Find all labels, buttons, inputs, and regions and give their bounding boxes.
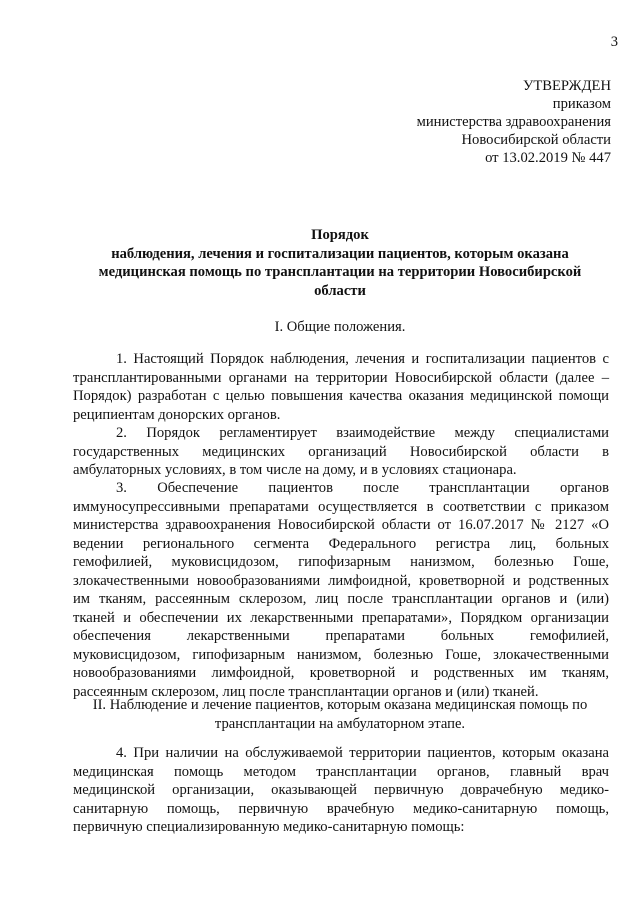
paragraph-line: медицинская помощь методом трансплантации органов, главный врач	[73, 763, 609, 780]
paragraph-line: обеспечения лекарственными препаратами больных гемофилией,	[73, 628, 609, 644]
paragraph-line: Порядок) разработан с целью повышения качества оказания медицинской помощи	[73, 388, 609, 404]
page-number: 3	[610, 34, 618, 50]
approval-ministry: министерства здравоохранения	[416, 114, 611, 130]
paragraph-line: государственных медицинских организаций Новосибирской области в	[73, 443, 609, 460]
title-line: Порядок	[311, 227, 369, 243]
paragraph-line: им тканям, рассеянным склерозом, лиц после трансплантации органов и (или)	[73, 591, 609, 607]
title-line: наблюдения, лечения и госпитализации пациентов, которым оказана	[111, 245, 569, 262]
paragraph-line: санитарную помощь, первичную врачебную медико-санитарную помощь,	[73, 800, 609, 817]
paragraph-1	[73, 350, 609, 424]
section-heading-text: трансплантации на амбулаторном этапе.	[214, 715, 466, 732]
paragraph-line: трансплантированными органами на территории Новосибирской области (далее –	[73, 369, 609, 386]
paragraph-line: 4. При наличии на обслуживаемой территории пациентов, которым оказана	[116, 745, 609, 761]
paragraph-3	[73, 479, 609, 701]
title-line: области	[314, 282, 366, 299]
approval-date-number: от 13.02.2019 № 447	[485, 150, 611, 166]
approval-order-word: приказом	[552, 96, 611, 112]
paragraph-line: реципиентам донорских органов.	[73, 406, 281, 423]
paragraph-line: иммуносупрессивными препаратами осуществляется в соответствии с приказом	[73, 498, 609, 515]
paragraph-4	[73, 744, 609, 837]
paragraph-line: ведении регионального сегмента Федерального регистра лиц, больных	[73, 535, 609, 552]
paragraph-line: 2. Порядок регламентирует взаимодействие между специалистами	[116, 425, 609, 441]
paragraph-line: рассеянным склерозом, лиц после трансплантации органов и (или) тканей.	[73, 683, 539, 700]
paragraph-2	[73, 424, 609, 480]
paragraph-line: злокачественными новообразованиями лимфоидной, кроветворной и родственных	[73, 572, 609, 589]
paragraph-line: 1. Настоящий Порядок наблюдения, лечения и госпитализации пациентов с	[116, 351, 609, 367]
section-heading-text: I. Общие положения.	[274, 319, 406, 335]
paragraph-line: муковисцидозом, гипофизарным нанизмом, болезнью Гоше, злокачественными	[73, 646, 609, 663]
paragraph-line: медицинской организации, оказывающей первичную доврачебную медико-	[73, 782, 609, 798]
paragraph-line: министерства здравоохранения Новосибирской области от 16.07.2017 № 2127 «О	[73, 517, 609, 533]
paragraph-line: первичную специализированную медико-санитарную помощь:	[73, 819, 465, 835]
approval-region: Новосибирской области	[461, 132, 611, 148]
section-heading-general	[70, 318, 610, 337]
section-heading-outpatient	[70, 696, 610, 733]
approval-title: УТВЕРЖДЕН	[523, 78, 611, 94]
approval-stamp-block	[417, 77, 611, 167]
document-title	[70, 226, 610, 300]
paragraph-line: 3. Обеспечение пациентов после трансплантации органов	[116, 480, 609, 496]
paragraph-line: тканей и обеспечении их лекарственными препаратами», Порядком организации	[73, 609, 609, 626]
paragraph-line: амбулаторных условиях, в том числе на дому, и в условиях стационара.	[73, 462, 517, 478]
paragraph-line: гемофилией, муковисцидозом, гипофизарным нанизмом, болезнью Гоше,	[73, 554, 609, 570]
title-line: медицинская помощь по трансплантации на территории Новосибирской	[98, 264, 582, 280]
section-heading-text: II. Наблюдение и лечение пациентов, которым оказана медицинская помощь по	[92, 697, 588, 713]
paragraph-line: новообразованиями лимфоидной, кроветворной и родственных им тканям,	[73, 665, 609, 681]
